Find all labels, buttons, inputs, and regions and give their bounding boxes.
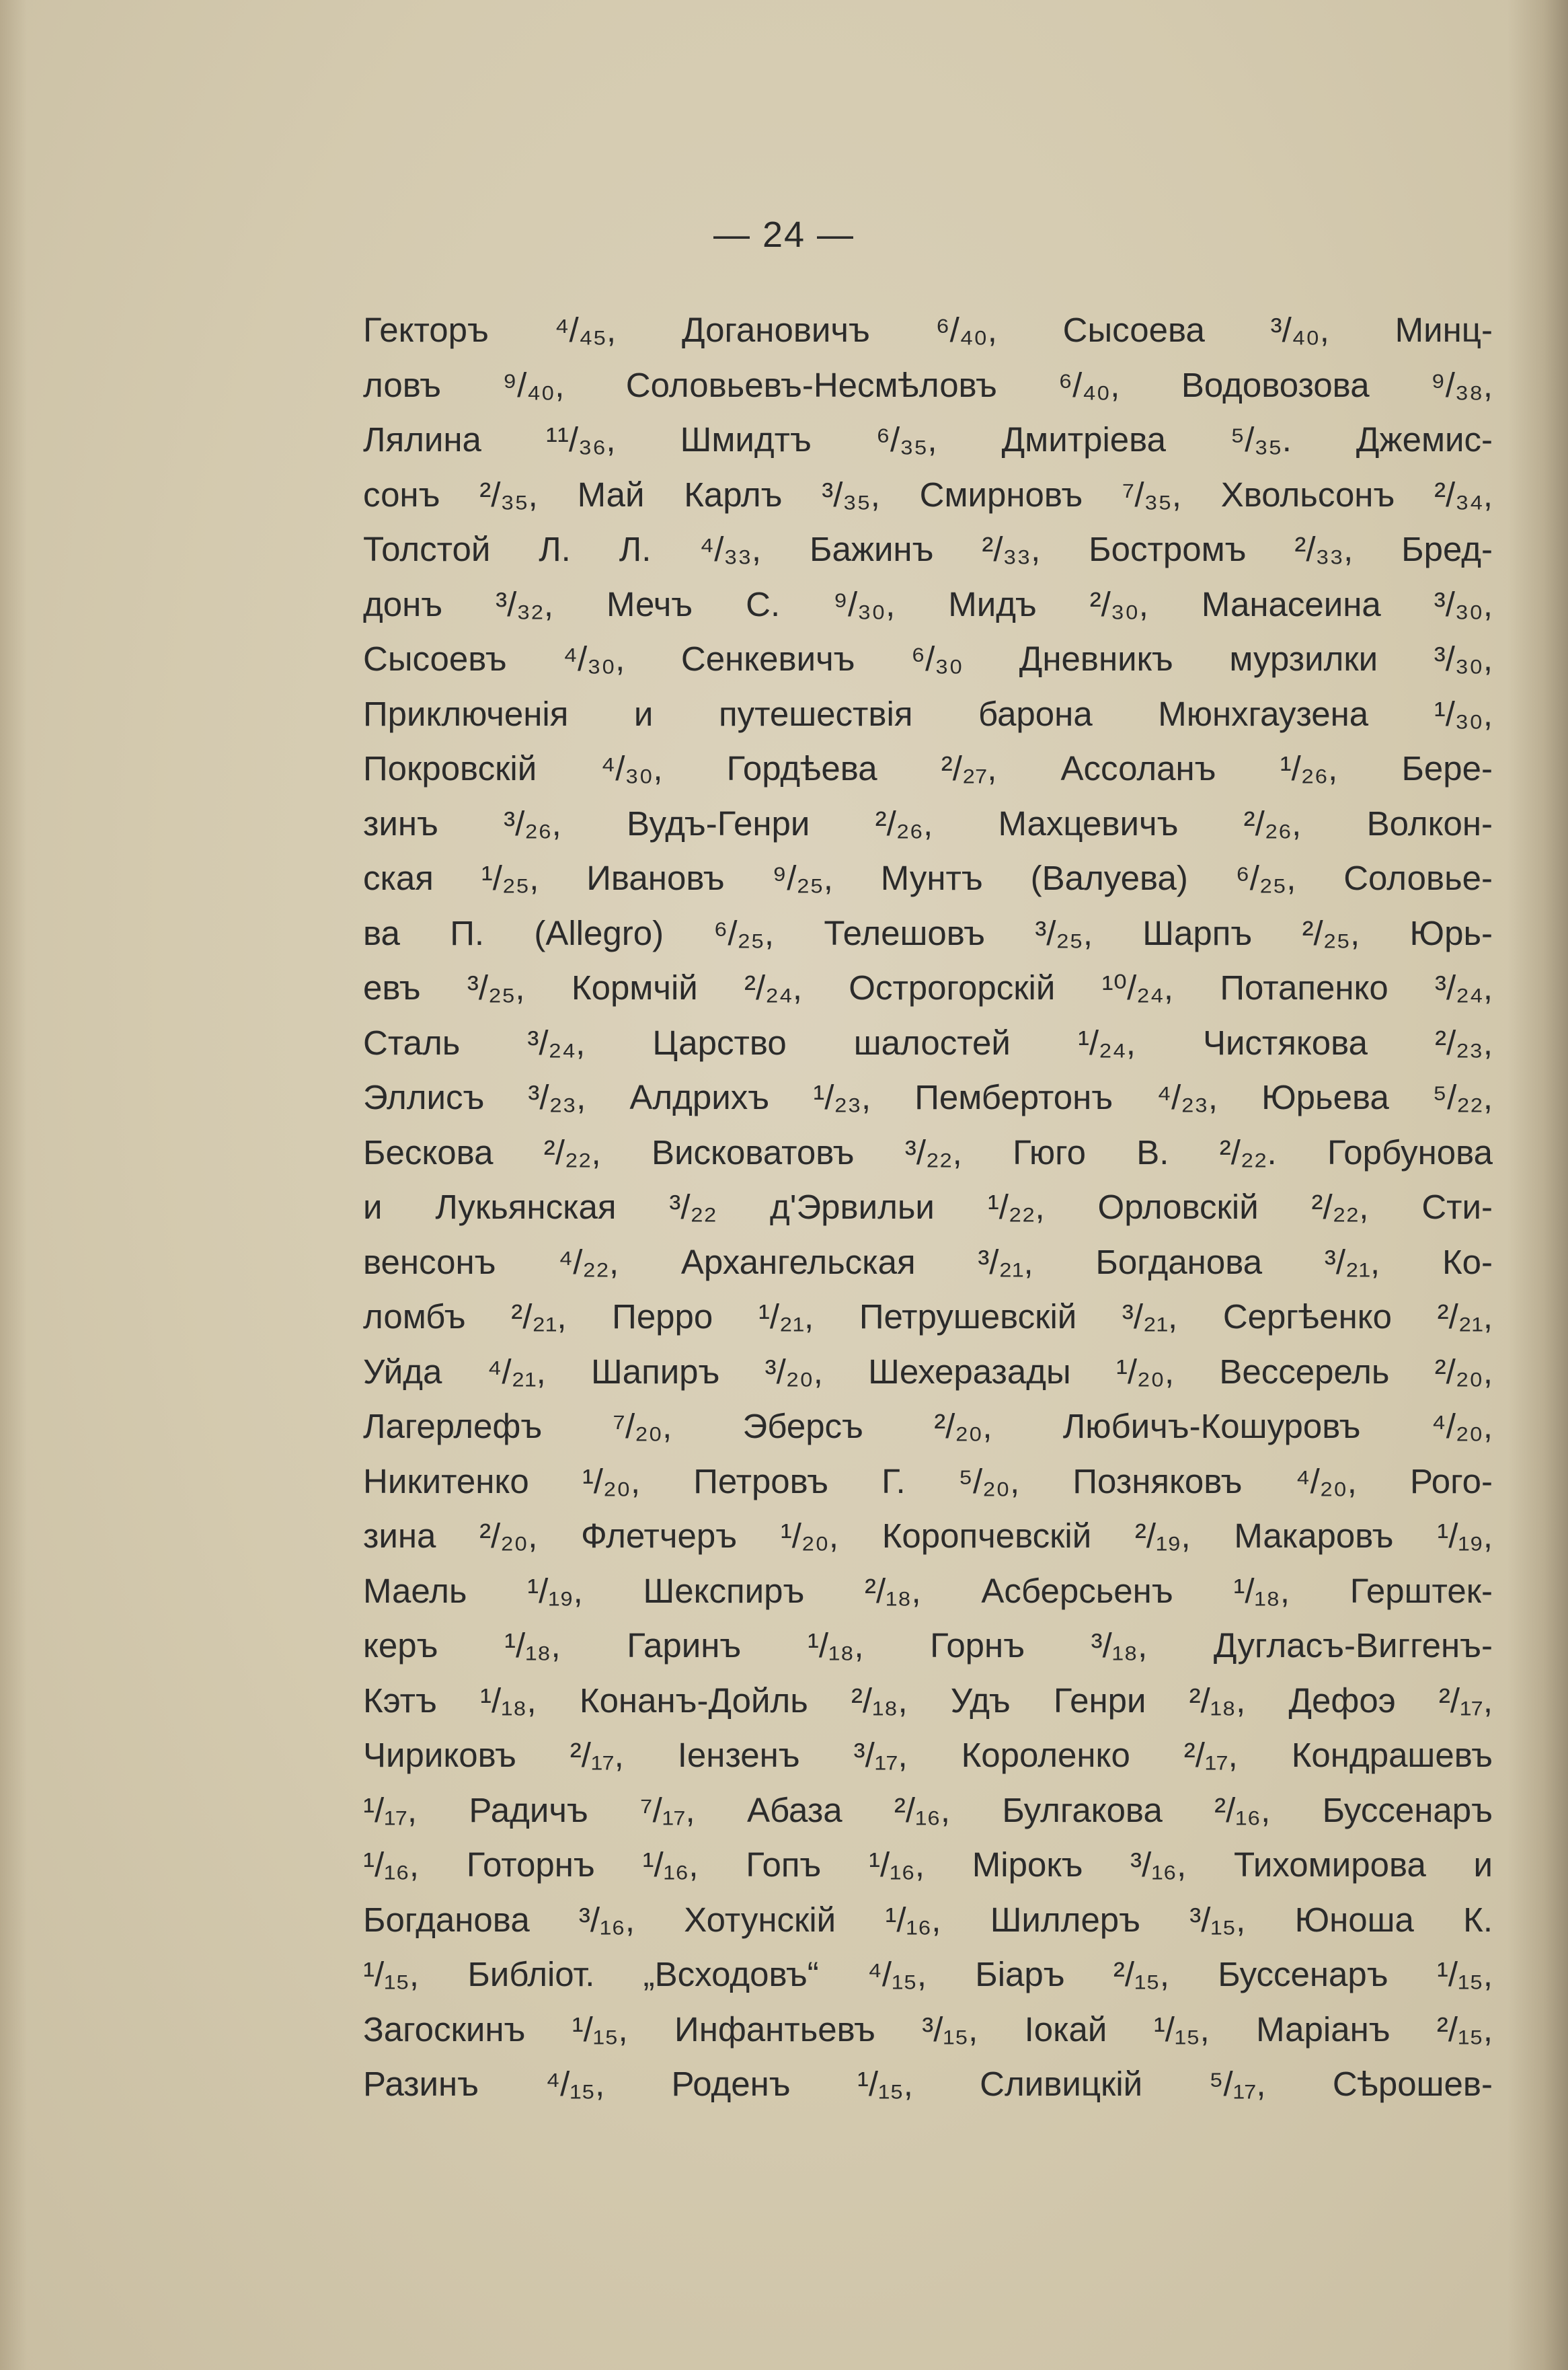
- text-line: Покровскій ⁴/₃₀, Гордѣева ²/₂₇, Ассоланъ ¹/₂₆, Бере-: [363, 749, 1493, 788]
- text-line: Гекторъ ⁴/₄₅, Догановичъ ⁶/₄₀, Сысоева ³/₄₀, Минц-: [363, 311, 1493, 349]
- text-line: ва П. (Allegro) ⁶/₂₅, Телешовъ ³/₂₅, Шарпъ ²/₂₅, Юрь-: [363, 913, 1493, 952]
- text-line: Маель ¹/₁₉, Шекспиръ ²/₁₈, Асберсьенъ ¹/₁₈, Герштек-: [363, 1571, 1493, 1610]
- page-number: — 24 —: [713, 215, 855, 255]
- text-line: Богданова ³/₁₆, Хотунскій ¹/₁₆, Шиллеръ ³/₁₅, Юноша К.: [363, 1900, 1493, 1939]
- page-spine-shadow: [1507, 0, 1568, 2370]
- text-line: Чириковъ ²/₁₇, Іензенъ ³/₁₇, Короленко ²/₁₇, Кондрашевъ: [363, 1736, 1493, 1774]
- body-text: [363, 303, 1493, 2112]
- text-line: Сталь ³/₂₄, Царство шалостей ¹/₂₄, Чистякова ²/₂₃,: [363, 1023, 1493, 1062]
- text-line: Уйда ⁴/₂₁, Шапиръ ³/₂₀, Шехеразады ¹/₂₀, Вессерель ²/₂₀,: [363, 1352, 1493, 1391]
- text-line: Сысоевъ ⁴/₃₀, Сенкевичъ ⁶/₃₀ Дневникъ мурзилки ³/₃₀,: [363, 640, 1493, 678]
- text-line: ловъ ⁹/₄₀, Соловьевъ-Несмѣловъ ⁶/₄₀, Водовозова ⁹/₃₈,: [363, 365, 1493, 404]
- text-line: Кэтъ ¹/₁₈, Конанъ-Дойль ²/₁₈, Удъ Генри ²/₁₈, Дефоэ ²/₁₇,: [363, 1681, 1493, 1720]
- text-line: и Лукьянская ³/₂₂ д'Эрвильи ¹/₂₂, Орловскій ²/₂₂, Сти-: [363, 1188, 1493, 1226]
- text-line: ломбъ ²/₂₁, Перро ¹/₂₁, Петрушевскій ³/₂₁, Сергѣенко ²/₂₁,: [363, 1297, 1493, 1336]
- text-line: Бескова ²/₂₂, Висковатовъ ³/₂₂, Гюго В. ²/₂₂. Горбунова: [363, 1133, 1493, 1172]
- text-line: Загоскинъ ¹/₁₅, Инфантьевъ ³/₁₅, Іокай ¹/₁₅, Маріанъ ²/₁₅,: [363, 2010, 1493, 2049]
- text-line: Эллисъ ³/₂₃, Алдрихъ ¹/₂₃, Пембертонъ ⁴/₂₃, Юрьева ⁵/₂₂,: [363, 1078, 1493, 1116]
- page-left-edge: [0, 0, 27, 2370]
- text-line: Лагерлефъ ⁷/₂₀, Эберсъ ²/₂₀, Любичъ-Кошуровъ ⁴/₂₀,: [363, 1407, 1493, 1445]
- text-line: ¹/₁₆, Готорнъ ¹/₁₆, Гопъ ¹/₁₆, Мірокъ ³/₁₆, Тихомирова и: [363, 1845, 1493, 1884]
- text-line: Приключенія и путешествія барона Мюнхгаузена ¹/₃₀,: [363, 694, 1493, 733]
- text-line: зина ²/₂₀, Флетчеръ ¹/₂₀, Коропчевскій ²/₁₉, Макаровъ ¹/₁₉,: [363, 1517, 1493, 1555]
- text-line: сонъ ²/₃₅, Май Карлъ ³/₃₅, Смирновъ ⁷/₃₅, Хвольсонъ ²/₃₄,: [363, 475, 1493, 514]
- text-line: Никитенко ¹/₂₀, Петровъ Г. ⁵/₂₀, Позняковъ ⁴/₂₀, Рого-: [363, 1461, 1493, 1500]
- text-line: керъ ¹/₁₈, Гаринъ ¹/₁₈, Горнъ ³/₁₈, Дугласъ-Виггенъ-: [363, 1626, 1493, 1665]
- text-line: Разинъ ⁴/₁₅, Роденъ ¹/₁₅, Сливицкій ⁵/₁₇, Сѣрошев-: [363, 2065, 1493, 2103]
- text-line: Лялина ¹¹/₃₆, Шмидтъ ⁶/₃₅, Дмитріева ⁵/₃₅. Джемис-: [363, 420, 1493, 459]
- text-line: Толстой Л. Л. ⁴/₃₃, Бажинъ ²/₃₃, Бостромъ ²/₃₃, Бред-: [363, 530, 1493, 568]
- text-line: ¹/₁₇, Радичъ ⁷/₁₇, Абаза ²/₁₆, Булгакова ²/₁₆, Буссенаръ: [363, 1790, 1493, 1829]
- text-line: ская ¹/₂₅, Ивановъ ⁹/₂₅, Мунтъ (Валуева) ⁶/₂₅, Соловье-: [363, 859, 1493, 897]
- text-line: венсонъ ⁴/₂₂, Архангельская ³/₂₁, Богданова ³/₂₁, Ко-: [363, 1242, 1493, 1281]
- text-line: донъ ³/₃₂, Мечъ С. ⁹/₃₀, Мидъ ²/₃₀, Манасеина ³/₃₀,: [363, 584, 1493, 623]
- text-line: ¹/₁₅, Библіот. „Всходовъ“ ⁴/₁₅, Біаръ ²/₁₅, Буссенаръ ¹/₁₅,: [363, 1955, 1493, 1993]
- text-line: евъ ³/₂₅, Кормчій ²/₂₄, Острогорскій ¹⁰/₂₄, Потапенко ³/₂₄,: [363, 968, 1493, 1007]
- text-line: зинъ ³/₂₆, Вудъ-Генри ²/₂₆, Махцевичъ ²/₂₆, Волкон-: [363, 804, 1493, 843]
